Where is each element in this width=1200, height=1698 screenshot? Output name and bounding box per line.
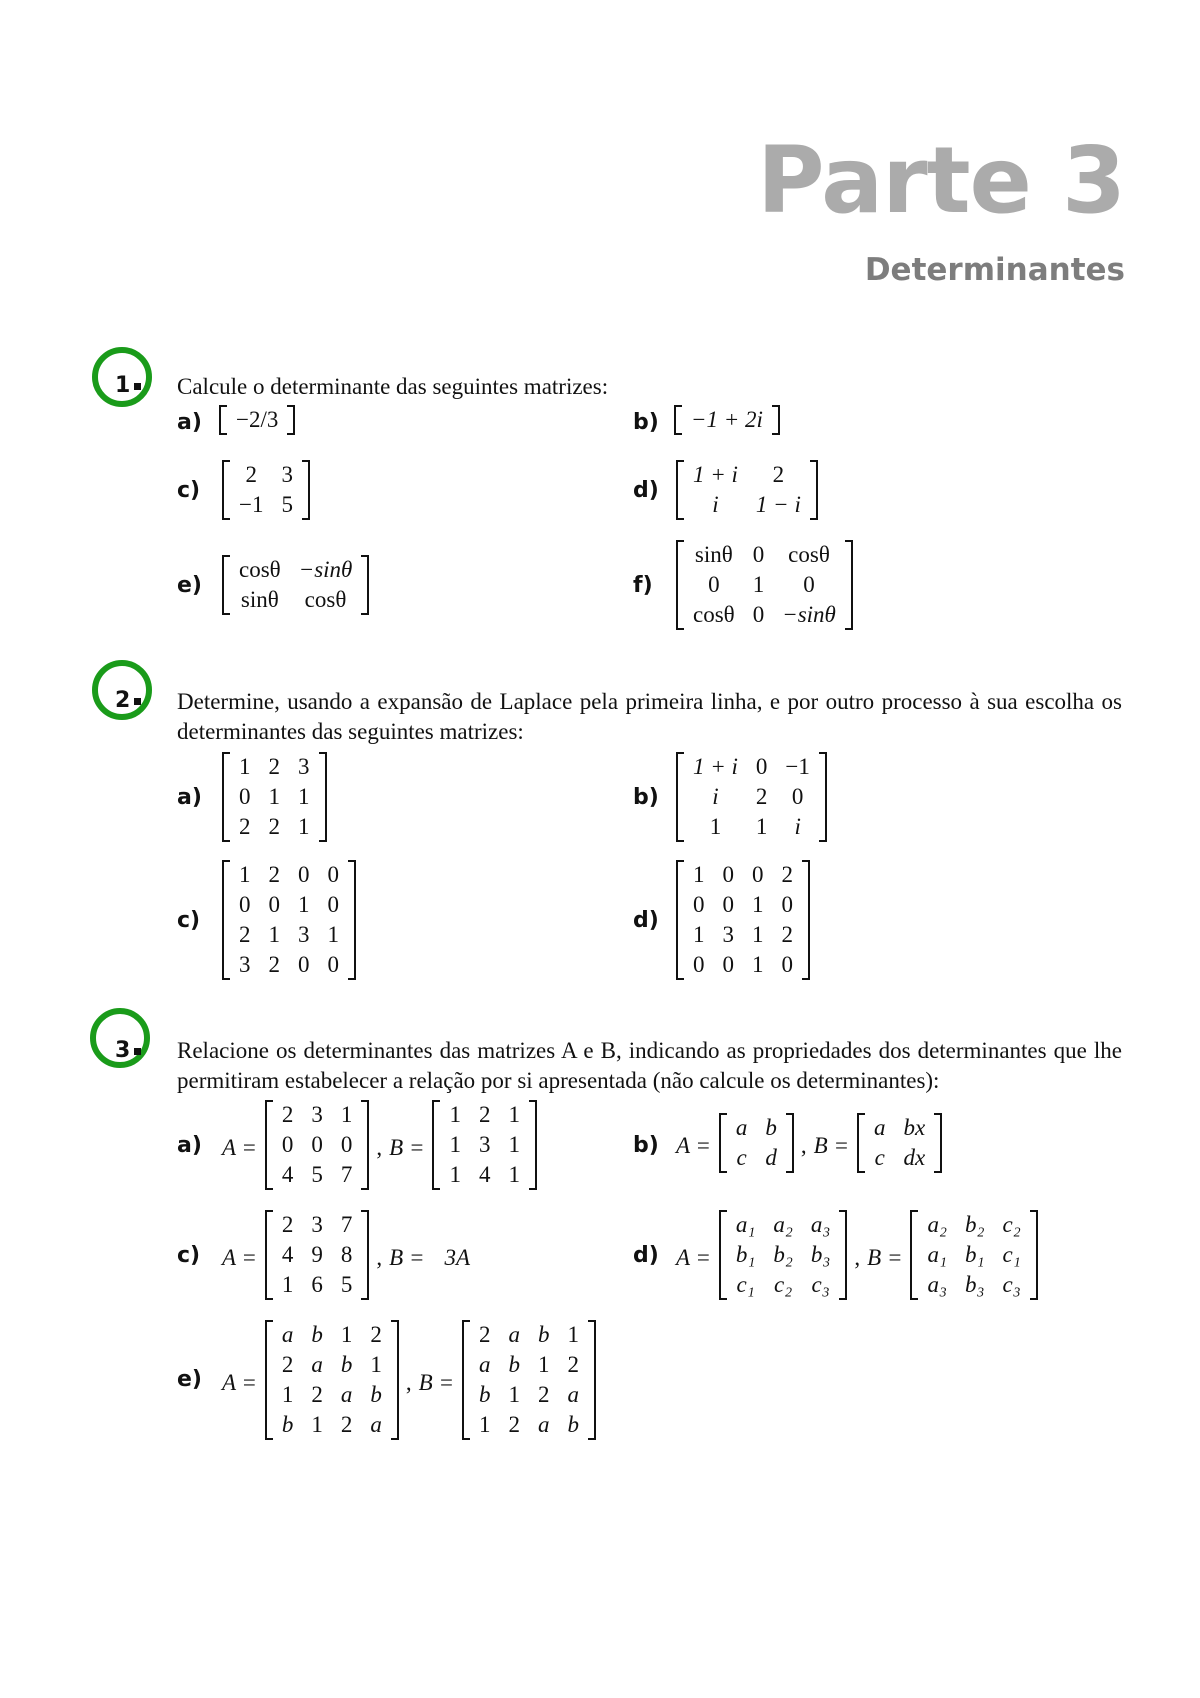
matrix-entry: 2 — [245, 462, 257, 487]
matrix — [218, 460, 314, 520]
matrix-entry: 8 — [340, 1242, 353, 1267]
matrix-entry: 2 — [239, 814, 251, 839]
item-label: d) — [633, 908, 659, 933]
matrix-entry: 0 — [803, 572, 815, 597]
matrix-entry: −sinθ — [298, 557, 353, 582]
relation-expression: A = a₁ a₂ a₃ b₁ b₂ b₃ c₁ c₂ c₃ , B = a₂ b₂ c₂ a₁ b₁ c₁ a₃ b₃ c₃ — [672, 1210, 1042, 1306]
matrix — [672, 752, 831, 842]
matrix-entry: 0 — [722, 952, 734, 977]
matrix-entry: 1 − i — [755, 492, 801, 517]
item-label: b) — [633, 410, 659, 435]
matrix-entry: d — [765, 1145, 777, 1170]
matrix-entry: b — [370, 1382, 382, 1407]
matrix-entry: 2 — [340, 1412, 353, 1437]
matrix — [853, 1113, 946, 1179]
matrix-brackets — [719, 1113, 794, 1173]
matrix-entry: 2 — [478, 1102, 491, 1127]
matrix-entry: dx — [903, 1145, 926, 1170]
matrix-entry: 0 — [708, 572, 720, 597]
matrix-entry: 4 — [281, 1162, 294, 1187]
matrix-entry: 0 — [693, 952, 705, 977]
matrix-brackets — [676, 860, 810, 980]
matrix-entry: 4 — [478, 1162, 491, 1187]
matrix-entry: 3 — [298, 922, 310, 947]
matrix-entry: b₃ — [810, 1242, 831, 1267]
item-label: d) — [633, 478, 659, 503]
matrix-entry: a — [340, 1382, 353, 1407]
item-label: a) — [177, 1133, 202, 1158]
relation-expression: A = 2 3 7 4 9 8 1 6 5 , B = 3A — [218, 1210, 474, 1306]
matrix-entry: 1 — [268, 784, 280, 809]
matrix-entry: 5 — [311, 1162, 323, 1187]
matrix-entry: 1 — [752, 572, 765, 597]
matrix-entry: c₁ — [736, 1272, 755, 1297]
item-label: c) — [177, 478, 201, 503]
matrix-entry: a₃ — [810, 1212, 831, 1237]
matrix-entry: 1 — [508, 1132, 520, 1157]
matrix-entry: 3 — [722, 922, 734, 947]
matrix-entry: 1 — [508, 1162, 520, 1187]
b-expression: 3A — [444, 1245, 471, 1270]
matrix — [261, 1210, 374, 1306]
matrix-entry: 1 — [449, 1102, 461, 1127]
matrix-entry: a₃ — [927, 1272, 947, 1297]
matrix-entry: b₁ — [735, 1242, 756, 1267]
matrix-entry: 0 — [781, 952, 793, 977]
matrix — [261, 1100, 374, 1196]
matrix-entry: a — [873, 1115, 886, 1140]
matrix-entry: b — [478, 1382, 491, 1407]
matrix-brackets — [432, 1100, 537, 1190]
matrix-entry: 0 — [693, 892, 705, 917]
matrix-brackets — [676, 460, 818, 520]
matrix — [261, 1320, 403, 1446]
part-subtitle: Determinantes — [864, 252, 1125, 288]
matrix-entry: 1 + i — [693, 754, 738, 779]
matrix-entry: 0 — [268, 892, 280, 917]
matrix-entry: 3 — [311, 1102, 323, 1127]
matrix — [458, 1320, 600, 1446]
matrix-entry: 5 — [281, 492, 293, 517]
matrix-entry: 1 — [370, 1352, 382, 1377]
matrix-entry: 1 — [449, 1162, 461, 1187]
matrix-entry: 1 — [537, 1352, 550, 1377]
matrix-entry: 0 — [281, 1132, 294, 1157]
matrix-entry: 1 — [755, 814, 768, 839]
item-label: b) — [633, 785, 659, 810]
matrix-entry: 1 — [752, 922, 764, 947]
matrix-entry: a — [537, 1412, 550, 1437]
matrix-entry: 1 — [709, 814, 722, 839]
matrix — [218, 860, 360, 980]
matrix-entry: 1 — [268, 922, 280, 947]
matrix-entry: a — [735, 1115, 748, 1140]
matrix-entry: cosθ — [239, 557, 281, 582]
matrix-entry: 1 — [327, 922, 339, 947]
matrix-brackets — [222, 555, 369, 615]
matrix-entry: a₂ — [927, 1212, 947, 1237]
item-label: a) — [177, 410, 202, 435]
matrix — [906, 1210, 1041, 1306]
matrix-entry: cosθ — [693, 602, 735, 627]
matrix-entry: 0 — [327, 952, 339, 977]
matrix-entry: 2 — [268, 754, 280, 779]
item-label: e) — [177, 573, 202, 598]
matrix-entry: cosθ — [304, 587, 347, 612]
matrix-entry: 2 — [268, 862, 280, 887]
matrix-entry: bx — [903, 1115, 926, 1140]
matrix-entry: −1 + 2i — [691, 407, 763, 432]
matrix-entry: 1 — [281, 1382, 294, 1407]
matrix — [215, 405, 299, 435]
matrix-brackets — [910, 1210, 1037, 1300]
matrix-entry: a — [478, 1352, 491, 1377]
matrix-brackets — [676, 540, 853, 630]
matrix-entry: 7 — [340, 1162, 353, 1187]
matrix-entry: 1 — [281, 1272, 294, 1297]
matrix-entry: c₂ — [1002, 1212, 1021, 1237]
part-title: Parte 3 — [757, 127, 1125, 234]
matrix-entry: 1 — [239, 862, 251, 887]
matrix — [715, 1113, 798, 1179]
matrix-entry: 0 — [298, 862, 310, 887]
matrix — [672, 540, 857, 630]
matrix — [715, 1210, 852, 1306]
matrix — [428, 1100, 541, 1196]
matrix-entry: a — [370, 1412, 382, 1437]
matrix-entry: sinθ — [240, 587, 279, 612]
matrix-entry: c — [874, 1145, 885, 1170]
item-label: b) — [633, 1133, 659, 1158]
matrix-entry: b — [537, 1322, 550, 1347]
matrix-entry: b — [765, 1115, 777, 1140]
exercise-number: 1 — [115, 373, 141, 398]
matrix-entry: 0 — [311, 1132, 323, 1157]
matrix-entry: 1 — [311, 1412, 323, 1437]
matrix-brackets — [222, 860, 356, 980]
matrix-entry: b₂ — [964, 1212, 985, 1237]
matrix-entry: 2 — [478, 1322, 491, 1347]
matrix-brackets — [265, 1210, 370, 1300]
matrix-entry: c₃ — [1002, 1272, 1021, 1297]
matrix-entry: 0 — [755, 754, 768, 779]
matrix-entry: c₁ — [1002, 1242, 1021, 1267]
matrix-entry: 1 — [567, 1322, 579, 1347]
matrix-entry: 1 — [508, 1382, 520, 1407]
item-label: f) — [633, 573, 653, 598]
matrix-entry: 1 — [298, 892, 310, 917]
matrix-entry: 5 — [340, 1272, 353, 1297]
matrix-entry: 1 + i — [693, 462, 738, 487]
matrix-entry: 1 — [239, 754, 251, 779]
matrix-entry: a — [311, 1352, 323, 1377]
matrix-entry: 0 — [791, 784, 804, 809]
matrix-entry: 2 — [567, 1352, 579, 1377]
matrix-entry: cosθ — [788, 542, 830, 567]
matrix-entry: 1 — [478, 1412, 491, 1437]
matrix-entry: 0 — [327, 892, 339, 917]
matrix-entry: b₂ — [773, 1242, 793, 1267]
matrix-entry: c — [736, 1145, 747, 1170]
matrix-entry: −1 — [239, 492, 264, 517]
matrix-entry: 3 — [311, 1212, 323, 1237]
matrix-entry: 9 — [311, 1242, 323, 1267]
matrix-entry: c₃ — [811, 1272, 830, 1297]
matrix-entry: 2 — [281, 1212, 294, 1237]
matrix-entry: 3 — [298, 754, 310, 779]
matrix — [672, 460, 822, 520]
exercise-number: 3 — [115, 1038, 141, 1063]
item-label: e) — [177, 1367, 202, 1392]
matrix — [218, 555, 373, 615]
matrix-entry: 2 — [781, 862, 793, 887]
matrix-entry: 0 — [239, 784, 251, 809]
matrix-entry: b — [281, 1412, 294, 1437]
matrix-entry: 0 — [722, 862, 734, 887]
matrix-entry: b — [340, 1352, 353, 1377]
matrix — [218, 752, 331, 842]
matrix-entry: b₃ — [964, 1272, 985, 1297]
matrix-brackets — [857, 1113, 942, 1173]
relation-expression: A = a b c d , B = a bx c dx — [672, 1113, 946, 1179]
matrix-entry: a — [567, 1382, 579, 1407]
matrix-entry: 2 — [772, 462, 785, 487]
matrix-entry: 0 — [752, 602, 765, 627]
matrix-entry: 2 — [281, 1102, 294, 1127]
exercise-statement: Calcule o determinante das seguintes matrizes: — [177, 374, 609, 399]
matrix-entry: 1 — [752, 952, 764, 977]
matrix-entry: 3 — [281, 462, 293, 487]
item-label: c) — [177, 1243, 201, 1268]
matrix-entry: 0 — [239, 892, 251, 917]
matrix-entry: i — [712, 784, 719, 809]
matrix-entry: 4 — [281, 1242, 294, 1267]
matrix-entry: −2/3 — [236, 407, 279, 432]
matrix-entry: 2 — [268, 814, 280, 839]
matrix-entry: 0 — [752, 862, 764, 887]
matrix-brackets — [674, 405, 780, 435]
matrix-entry: 1 — [752, 892, 764, 917]
item-label: c) — [177, 908, 201, 933]
item-label: d) — [633, 1243, 659, 1268]
matrix-entry: c₂ — [774, 1272, 793, 1297]
matrix-brackets — [719, 1210, 848, 1300]
matrix-entry: 1 — [298, 814, 310, 839]
matrix-entry: 2 — [755, 784, 768, 809]
matrix-entry: 1 — [340, 1322, 353, 1347]
matrix-entry: 2 — [239, 922, 251, 947]
matrix-entry: 2 — [537, 1382, 550, 1407]
exercise-statement: Determine, usando a expansão de Laplace pela primeira linha, e por outro processo à sua escolha os determinantes das seguintes matrizes: — [177, 689, 1122, 744]
matrix-entry: 2 — [311, 1382, 323, 1407]
matrix-brackets — [676, 752, 827, 842]
matrix-entry: 1 — [508, 1102, 520, 1127]
item-label: a) — [177, 785, 202, 810]
matrix-entry: 0 — [781, 892, 793, 917]
matrix-brackets — [265, 1100, 370, 1190]
matrix-entry: a — [508, 1322, 520, 1347]
matrix-entry: 0 — [722, 892, 734, 917]
matrix-entry: 2 — [281, 1352, 294, 1377]
relation-expression: A = a b 1 2 2 a b 1 1 2 a b b 1 2 a , B = 2 a b 1 a b 1 2 b 1 2 a 1 2 a b — [218, 1320, 600, 1446]
matrix-entry: 7 — [340, 1212, 353, 1237]
matrix-entry: a — [281, 1322, 294, 1347]
matrix-entry: 1 — [449, 1132, 461, 1157]
matrix-entry: 2 — [370, 1322, 382, 1347]
matrix-entry: 0 — [327, 862, 339, 887]
matrix — [672, 860, 814, 980]
matrix-entry: 1 — [340, 1102, 353, 1127]
matrix-entry: 1 — [693, 922, 705, 947]
matrix-brackets — [265, 1320, 399, 1440]
matrix-entry: 1 — [693, 862, 705, 887]
matrix-entry: b — [311, 1322, 323, 1347]
exercise-statement: Relacione os determinantes das matrizes A e B, indicando as propriedades dos determinantes que lhe permitiram estabelecer a relação por si apresentada (não calcule os determinantes): — [177, 1038, 1122, 1093]
matrix-entry: sinθ — [694, 542, 733, 567]
matrix-entry: a₁ — [927, 1242, 947, 1267]
matrix-entry: b₁ — [964, 1242, 985, 1267]
matrix-entry: −sinθ — [782, 602, 836, 627]
matrix-entry: 0 — [298, 952, 310, 977]
matrix-entry: i — [794, 814, 801, 839]
matrix-entry: 2 — [781, 922, 793, 947]
matrix-entry: i — [712, 492, 719, 517]
matrix-entry: 1 — [298, 784, 310, 809]
matrix-entry: 6 — [311, 1272, 323, 1297]
matrix-entry: b — [508, 1352, 520, 1377]
matrix-brackets — [219, 405, 295, 435]
matrix-brackets — [462, 1320, 596, 1440]
matrix-entry: 0 — [340, 1132, 353, 1157]
matrix-entry: b — [567, 1412, 579, 1437]
exercise-number: 2 — [115, 688, 141, 713]
matrix-entry: 2 — [268, 952, 280, 977]
matrix-entry: 0 — [752, 542, 765, 567]
matrix-entry: 3 — [239, 952, 251, 977]
matrix-entry: 2 — [508, 1412, 520, 1437]
relation-expression: A = 2 3 1 0 0 0 4 5 7 , B = 1 2 1 1 3 1 1 4 1 — [218, 1100, 541, 1196]
matrix-brackets — [222, 752, 327, 842]
matrix-brackets — [222, 460, 310, 520]
matrix-entry: a₂ — [773, 1212, 793, 1237]
matrix-entry: a₁ — [735, 1212, 756, 1237]
matrix-entry: −1 — [785, 754, 810, 779]
matrix — [670, 405, 784, 435]
matrix-entry: 3 — [478, 1132, 491, 1157]
